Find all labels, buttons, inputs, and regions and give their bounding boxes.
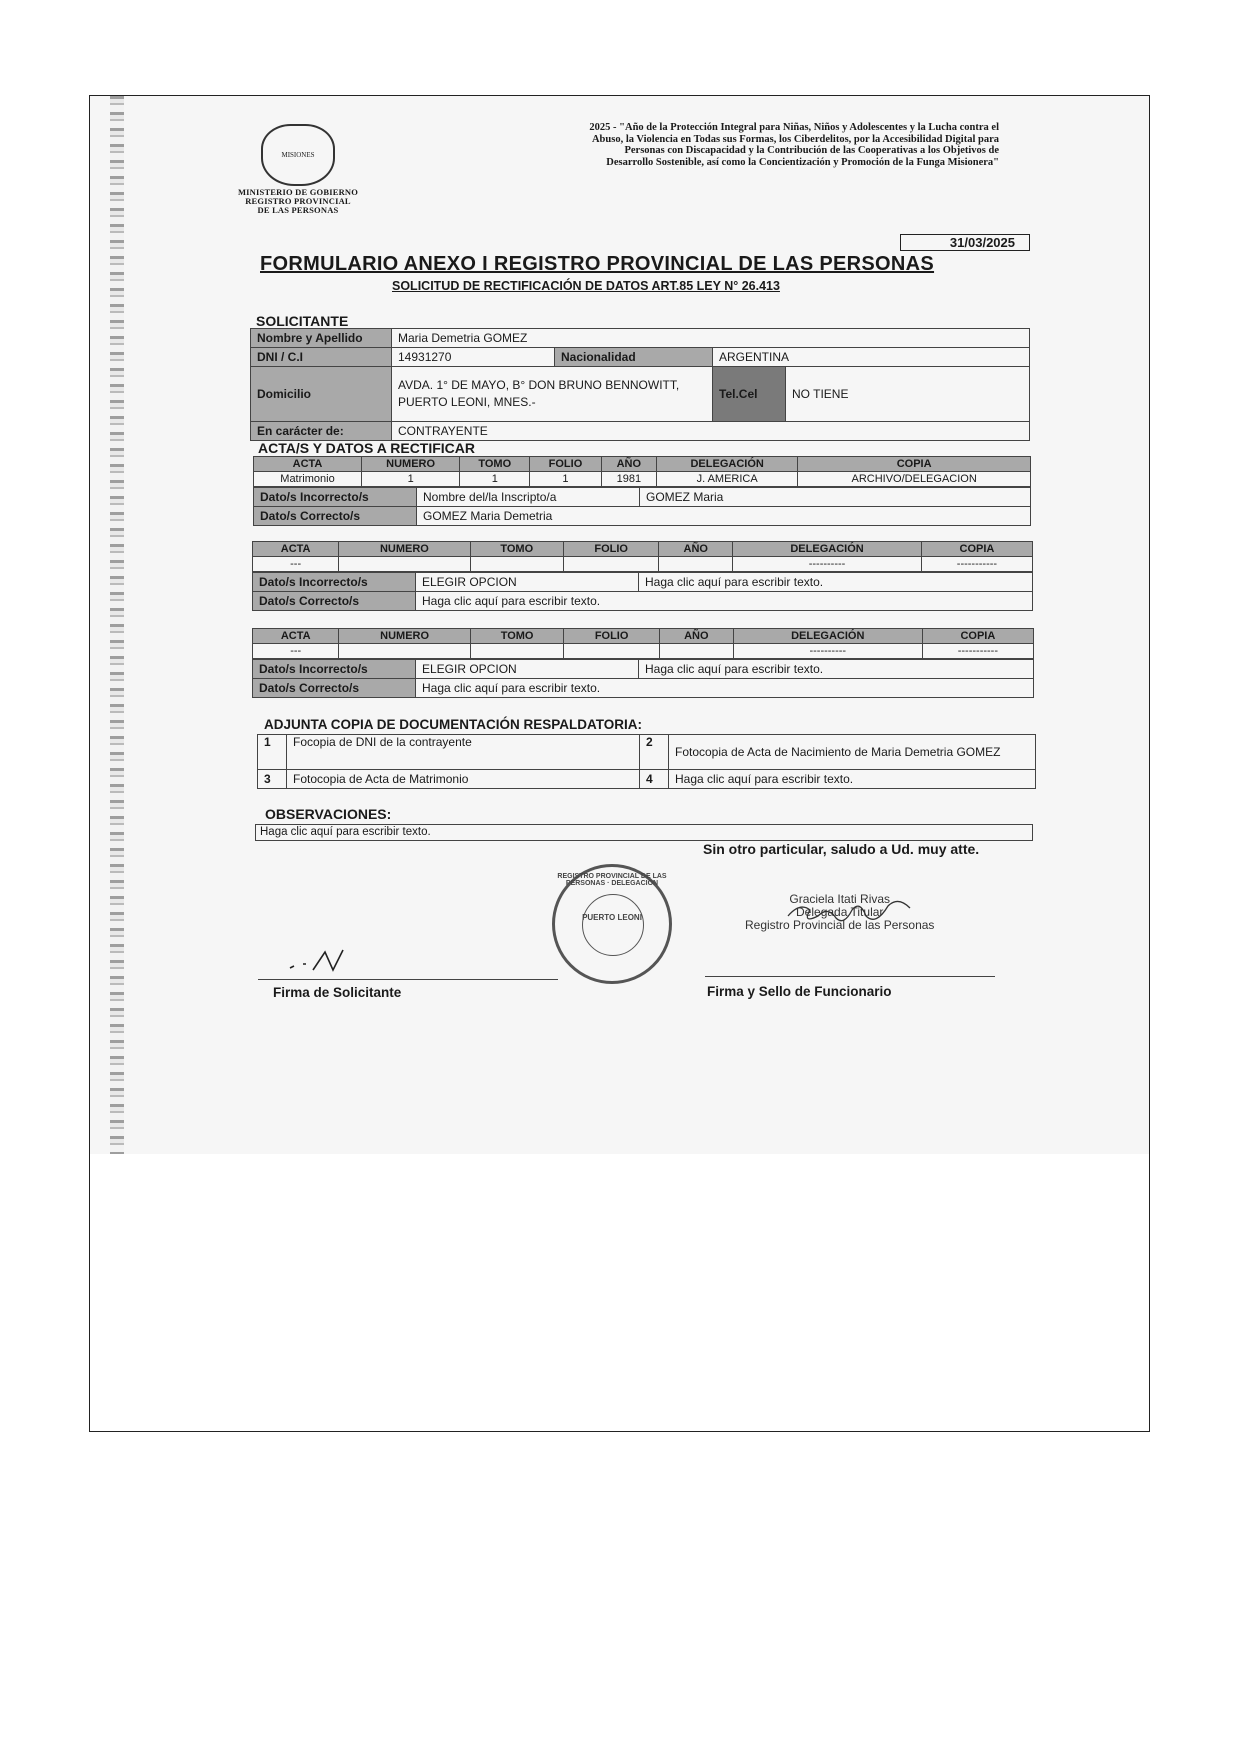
form-title: FORMULARIO ANEXO I REGISTRO PROVINCIAL DE LAS PERSONAS bbox=[260, 253, 935, 275]
dni-field[interactable]: 14931270 bbox=[392, 348, 555, 367]
funcionario-stamp bbox=[745, 893, 934, 932]
acta-table-3 bbox=[252, 628, 1034, 659]
funcionario-role: Delegada Titular bbox=[796, 905, 884, 919]
copia-cell[interactable]: ARCHIVO/DELEGACION bbox=[798, 472, 1031, 487]
incorrectos-label: Dato/s Incorrecto/s bbox=[253, 573, 416, 592]
delegacion-cell[interactable]: ---------- bbox=[733, 557, 922, 572]
domicilio-label: Domicilio bbox=[251, 367, 392, 422]
blank-area bbox=[90, 1154, 1149, 1431]
correcto-text[interactable]: Haga clic aquí para escribir texto. bbox=[416, 679, 1034, 698]
adjunta-number: 1 bbox=[258, 735, 287, 770]
page-frame bbox=[89, 95, 1150, 1432]
signature-line-solicitante bbox=[258, 979, 558, 980]
correcto-text[interactable]: Haga clic aquí para escribir texto. bbox=[416, 592, 1033, 611]
tomo-cell[interactable]: 1 bbox=[460, 472, 530, 487]
numero-cell[interactable] bbox=[339, 644, 470, 659]
seal-ring-text: REGISTRO PROVINCIAL DE LAS PERSONAS · DELEGACION bbox=[557, 873, 667, 887]
section-observaciones: OBSERVACIONES: bbox=[265, 806, 392, 822]
incorrecto-option-select[interactable]: ELEGIR OPCION bbox=[416, 573, 639, 592]
tomo-cell[interactable] bbox=[470, 557, 563, 572]
ministry-name: MINISTERIO DE GOBIERNO REGISTRO PROVINCIAL DE LAS PERSONAS bbox=[237, 187, 359, 215]
col-numero: NUMERO bbox=[339, 629, 470, 644]
col-tomo: TOMO bbox=[470, 542, 563, 557]
adjunta-item-1[interactable]: Focopia de DNI de la contrayente bbox=[287, 735, 640, 770]
acta-header-row bbox=[254, 457, 1031, 472]
ministry-logo bbox=[218, 124, 378, 215]
firma-solicitante-label: Firma de Solicitante bbox=[273, 985, 402, 1000]
official-seal bbox=[552, 864, 672, 984]
incorrecto-text[interactable]: Haga clic aquí para escribir texto. bbox=[639, 660, 1034, 679]
incorrecto-text[interactable]: GOMEZ Maria bbox=[640, 488, 1031, 507]
observaciones-field[interactable]: Haga clic aquí para escribir texto. bbox=[255, 824, 1033, 841]
nombre-label: Nombre y Apellido bbox=[251, 329, 392, 348]
crest-text: MISIONES bbox=[281, 151, 315, 159]
table-row bbox=[254, 472, 1031, 487]
acta-data-table-2 bbox=[252, 572, 1033, 611]
col-anio: AÑO bbox=[601, 457, 656, 472]
folio-cell[interactable]: 1 bbox=[530, 472, 601, 487]
col-numero: NUMERO bbox=[339, 542, 470, 557]
adjunta-item-4[interactable]: Haga clic aquí para escribir texto. bbox=[669, 770, 1036, 789]
province-crest-icon bbox=[261, 124, 335, 186]
incorrecto-option-select[interactable]: ELEGIR OPCION bbox=[416, 660, 639, 679]
applicant-signature bbox=[285, 946, 375, 976]
incorrecto-option[interactable]: Nombre del/la Inscripto/a bbox=[417, 488, 640, 507]
copia-cell[interactable]: ----------- bbox=[922, 644, 1033, 659]
nacionalidad-label: Nacionalidad bbox=[555, 348, 713, 367]
tomo-cell[interactable] bbox=[470, 644, 564, 659]
folio-cell[interactable] bbox=[564, 644, 659, 659]
solicitante-table bbox=[250, 328, 1030, 441]
acta-cell[interactable]: --- bbox=[253, 644, 339, 659]
col-folio: FOLIO bbox=[564, 629, 659, 644]
correcto-text[interactable]: GOMEZ Maria Demetria bbox=[417, 507, 1031, 526]
col-tomo: TOMO bbox=[460, 457, 530, 472]
funcionario-org: Registro Provincial de las Personas bbox=[745, 918, 935, 932]
nacionalidad-field[interactable]: ARGENTINA bbox=[713, 348, 1030, 367]
nombre-field[interactable]: Maria Demetria GOMEZ bbox=[392, 329, 1030, 348]
seal-center-text: PUERTO LEONI bbox=[582, 913, 642, 922]
col-delegacion: DELEGACIÓN bbox=[733, 629, 922, 644]
acta-table-1 bbox=[253, 456, 1031, 487]
adjunta-table bbox=[257, 734, 1036, 789]
table-row bbox=[253, 644, 1034, 659]
dni-label: DNI / C.I bbox=[251, 348, 392, 367]
col-folio: FOLIO bbox=[530, 457, 601, 472]
firma-funcionario-label: Firma y Sello de Funcionario bbox=[707, 984, 892, 999]
col-acta: ACTA bbox=[253, 629, 339, 644]
tel-label: Tel.Cel bbox=[713, 367, 786, 422]
numero-cell[interactable] bbox=[339, 557, 470, 572]
form-date: 31/03/2025 bbox=[900, 234, 1030, 251]
col-anio: AÑO bbox=[659, 629, 733, 644]
anio-cell[interactable] bbox=[659, 644, 733, 659]
section-solicitante: SOLICITANTE bbox=[256, 313, 349, 329]
col-tomo: TOMO bbox=[470, 629, 564, 644]
incorrectos-label: Dato/s Incorrecto/s bbox=[254, 488, 417, 507]
seal-crest-icon bbox=[582, 894, 644, 956]
col-copia: COPIA bbox=[921, 542, 1032, 557]
table-row bbox=[253, 557, 1033, 572]
tel-field[interactable]: NO TIENE bbox=[786, 367, 1030, 422]
incorrecto-text[interactable]: Haga clic aquí para escribir texto. bbox=[639, 573, 1033, 592]
scanned-document bbox=[90, 96, 1149, 1154]
acta-data-table-1 bbox=[253, 487, 1031, 526]
acta-cell[interactable]: Matrimonio bbox=[254, 472, 362, 487]
acta-data-table-3 bbox=[252, 659, 1034, 698]
acta-header-row bbox=[253, 542, 1033, 557]
correctos-label: Dato/s Correcto/s bbox=[254, 507, 417, 526]
section-actas: ACTA/S Y DATOS A RECTIFICAR bbox=[258, 440, 476, 456]
closing-text: Sin otro particular, saludo a Ud. muy atte. bbox=[703, 841, 980, 857]
signature-line-funcionario bbox=[705, 976, 995, 977]
col-anio: AÑO bbox=[659, 542, 733, 557]
acta-header-row bbox=[253, 629, 1034, 644]
anio-cell[interactable] bbox=[659, 557, 733, 572]
adjunta-number: 2 bbox=[640, 735, 669, 770]
delegacion-cell[interactable]: J. AMERICA bbox=[657, 472, 798, 487]
adjunta-number: 3 bbox=[258, 770, 287, 789]
section-adjunta: ADJUNTA COPIA DE DOCUMENTACIÓN RESPALDATORIA: bbox=[264, 717, 642, 732]
copia-cell[interactable]: ----------- bbox=[921, 557, 1032, 572]
col-copia: COPIA bbox=[922, 629, 1033, 644]
adjunta-number: 4 bbox=[640, 770, 669, 789]
adjunta-item-3[interactable]: Fotocopia de Acta de Matrimonio bbox=[287, 770, 640, 789]
col-delegacion: DELEGACIÓN bbox=[657, 457, 798, 472]
acta-table-2 bbox=[252, 541, 1033, 572]
numero-cell[interactable]: 1 bbox=[361, 472, 459, 487]
col-delegacion: DELEGACIÓN bbox=[733, 542, 922, 557]
domicilio-field[interactable]: AVDA. 1° DE MAYO, B° DON BRUNO BENNOWITT, PUERTO LEONI, MNES.- bbox=[392, 367, 713, 422]
col-acta: ACTA bbox=[253, 542, 339, 557]
folio-cell[interactable] bbox=[563, 557, 658, 572]
scan-edge-artifact bbox=[110, 96, 124, 1154]
correctos-label: Dato/s Correcto/s bbox=[253, 679, 416, 698]
funcionario-name: Graciela Itati Rivas bbox=[789, 892, 891, 906]
acta-cell[interactable]: --- bbox=[253, 557, 339, 572]
col-copia: COPIA bbox=[798, 457, 1031, 472]
caracter-field[interactable]: CONTRAYENTE bbox=[392, 422, 1030, 441]
anio-cell[interactable]: 1981 bbox=[601, 472, 656, 487]
delegacion-cell[interactable]: ---------- bbox=[733, 644, 922, 659]
incorrectos-label: Dato/s Incorrecto/s bbox=[253, 660, 416, 679]
form-subtitle: SOLICITUD DE RECTIFICACIÓN DE DATOS ART.85 LEY N° 26.413 bbox=[392, 279, 780, 293]
year-motto: 2025 - "Año de la Protección Integral para Niñas, Niños y Adolescentes y la Lucha contra el Abuso, la Violencia en Todas sus Formas, los Ciberdelitos, por la Accesibilidad Digital para Personas con Discapacidad y la Contribución de las Cooperativas a los Objetivos de Desarrollo Sostenible, así como la Concientización y Promoción de la Funga Misionera" bbox=[589, 122, 999, 168]
adjunta-item-2[interactable]: Fotocopia de Acta de Nacimiento de Maria Demetria GOMEZ bbox=[669, 735, 1036, 770]
col-acta: ACTA bbox=[254, 457, 362, 472]
col-numero: NUMERO bbox=[361, 457, 459, 472]
col-folio: FOLIO bbox=[563, 542, 658, 557]
caracter-label: En carácter de: bbox=[251, 422, 392, 441]
correctos-label: Dato/s Correcto/s bbox=[253, 592, 416, 611]
